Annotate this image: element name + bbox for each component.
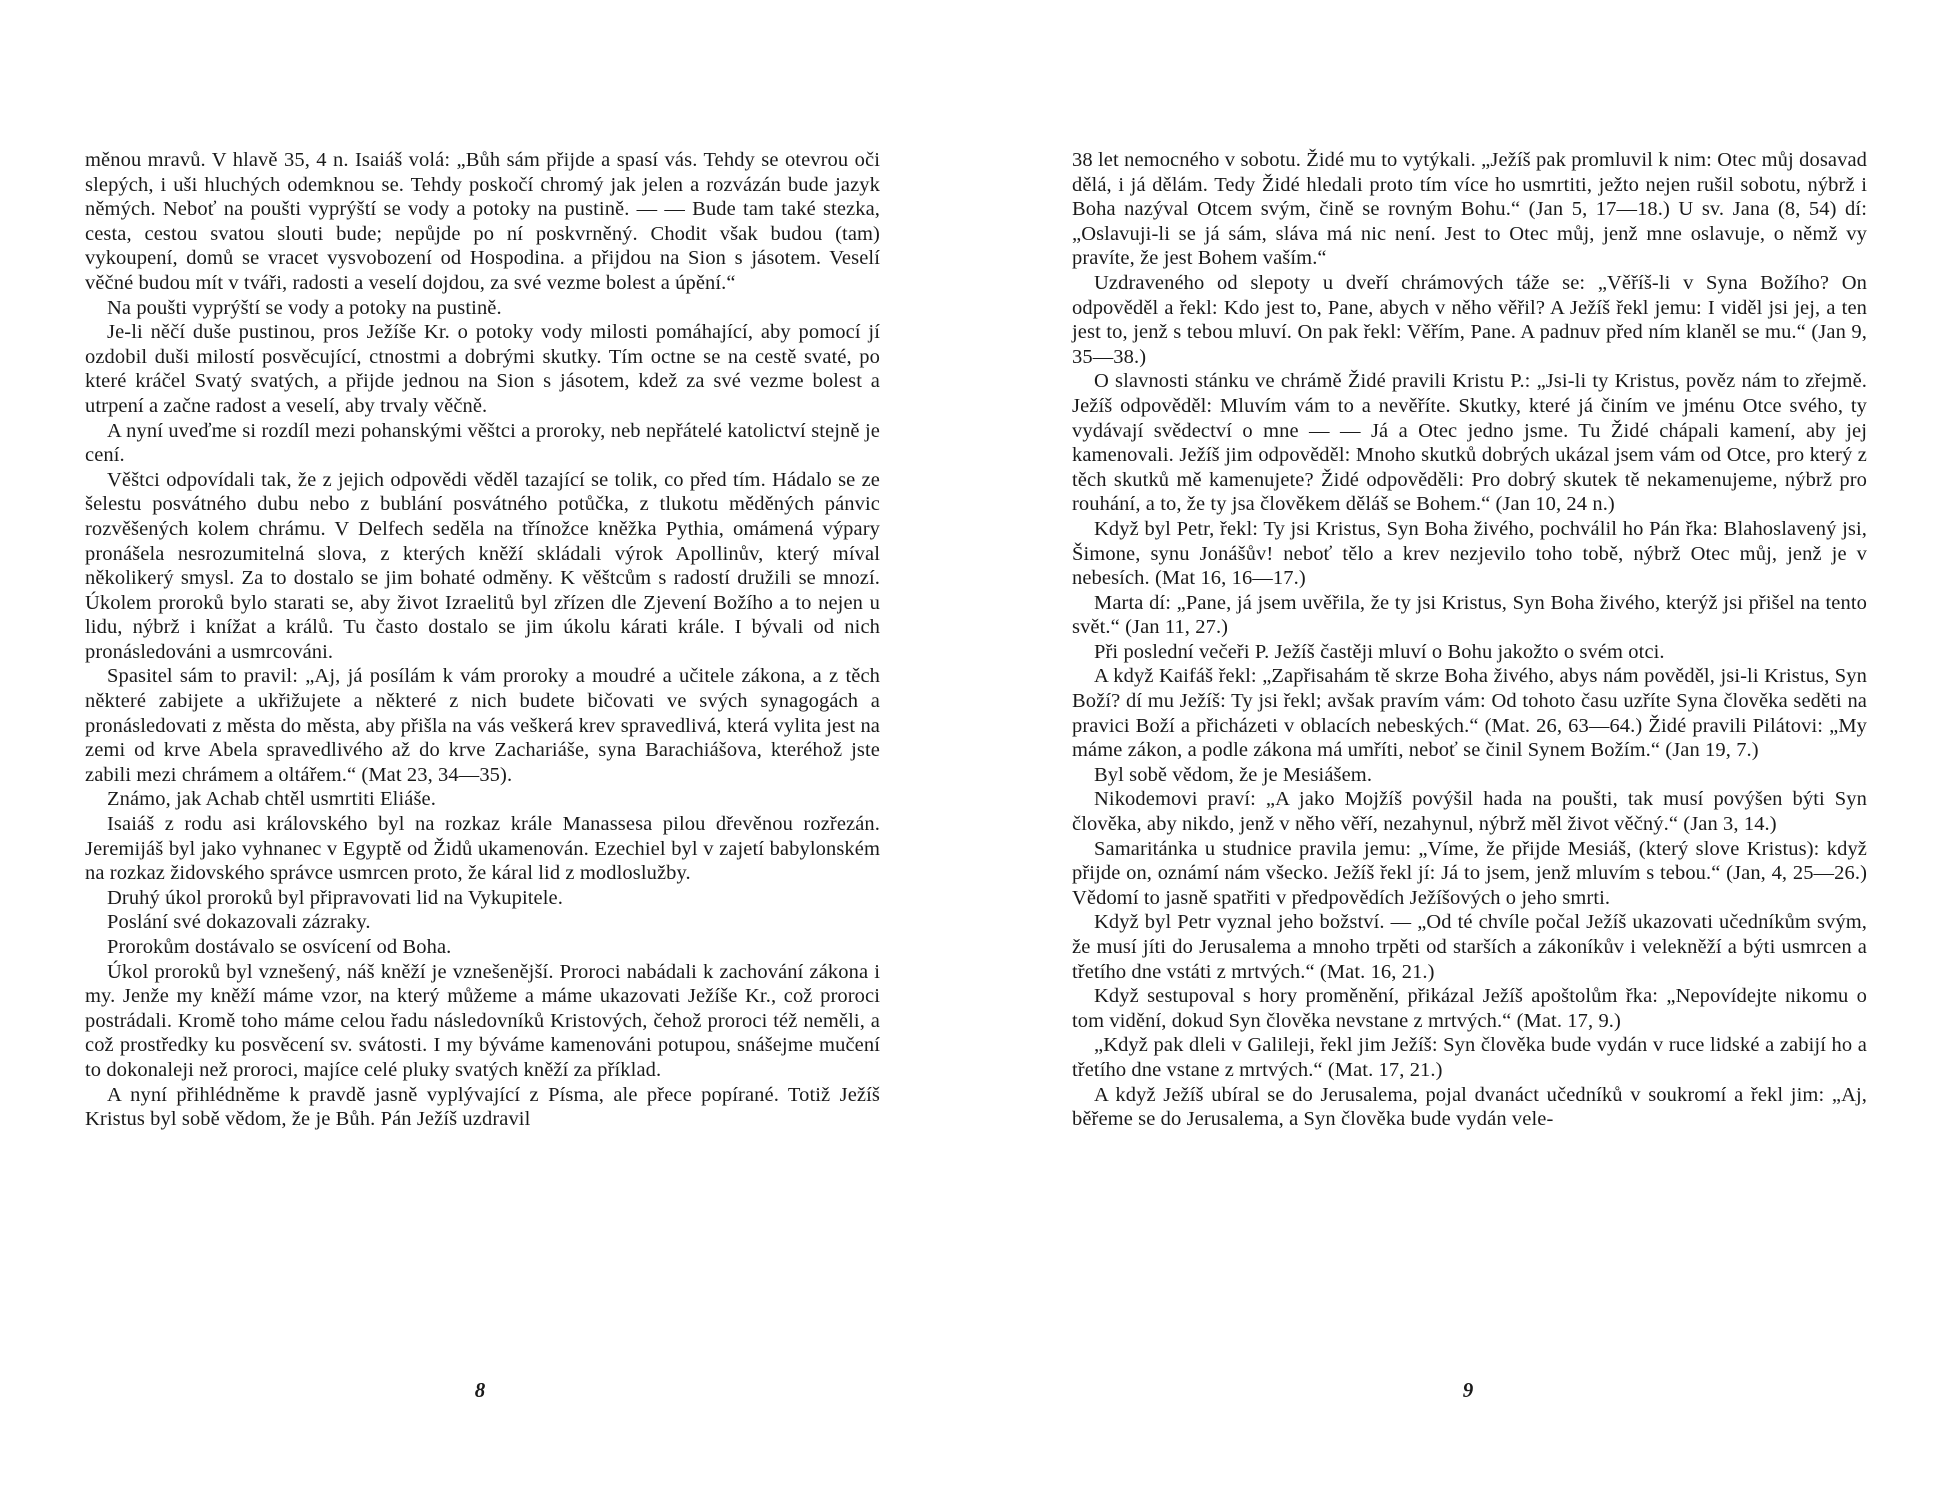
paragraph: Isaiáš z rodu asi královského byl na rozkaz krále Manassesa pilou dřevěnou rozřezán. Jeremijáš byl jako vyhnanec v Egyptě od Židů ukamenován. Ezechiel byl v zajetí babylonském na rozkaz židovského správce usmrcen proto, že káral lid z modloslužby. [85, 813, 880, 885]
paragraph: Byl sobě vědom, že je Mesiášem. [1094, 763, 1373, 786]
paragraph: Nikodemovi praví: „A jako Mojžíš povýšil hada na poušti, tak musí povýšen býti Syn člověka, aby nikdo, jenž v něho věří, nezahynul, nýbrž měl život věčný.“ (Jan 3, 14.) [1072, 788, 1867, 836]
paragraph: 38 let nemocného v sobotu. Židé mu to vytýkali. „Ježíš pak promluvil k nim: Otec můj dosavad dělá, i já dělám. Tedy Židé hledali proto tím více ho usmrtiti, ježto nejen rušil sobotu, nýbrž i Boha nazýval Otcem svým, čině se rovným Bohu.“ (Jan 5, 17—18.) U sv. Jana (8, 54) dí: „Oslavuji-li se já sám, sláva má nic není. Jest to Otec můj, jenž mne oslavuje, o němž vy pravíte, že jest Bohem vaším.“ [1072, 149, 1867, 270]
paragraph: O slavnosti stánku ve chrámě Židé pravili Kristu P.: „Jsi-li ty Kristus, pověz nám to zřejmě. Ježíš odpověděl: Mluvím vám to a nevěříte. Skutky, které já činím ve jménu Otce svého, ty vydávají svědectví o mne — — Já a Otec jedno jsme. Tu Židé chápali kamení, aby jej kamenovali. Ježíš jim odpověděl: Mnoho skutků dobrých ukázal jsem vám od Otce, pro který z těch skutků mě kamenujete? Židé odpověděli: Pro dobrý skutek tě nekamenujeme, nýbrž pro rouhání, a to, že ty jsa člověkem děláš se Bohem.“ (Jan 10, 24 n.) [1072, 370, 1867, 516]
paragraph: Když byl Petr, řekl: Ty jsi Kristus, Syn Boha živého, pochválil ho Pán řka: Blahoslavený jsi, Šimone, synu Jonášův! neboť tělo a krev nezjevilo toho tobě, nýbrž Otec můj, jenž je v nebesích. (Mat 16, 16—17.) [1072, 517, 1867, 590]
paragraph: Věštci odpovídali tak, že z jejich odpovědi věděl tazající se tolik, co před tím. Hádalo se ze šelestu posvátného dubu nebo z bublání posvátného potůčka, z tlukotu měděných pánvic rozvěšených kolem chrámu. V Delfech seděla na třínožce kněžka Pythia, omámená výpary pronášela nesrozumitelná slova, z kterých kněží skládali výrok Apollinův, který míval několikerý smysl. Za to dostalo se jim bohaté odměny. K věštcům s radostí družili se mnozí. Úkolem proroků bylo starati se, aby život Izraelitů byl zřízen dle Zjevení Božího a to nejen u lidu, nýbrž i knížat a králů. Tu často dostalo se jim úkolu kárati krále. I bývali od nich pronásledováni a usmrcováni. [85, 468, 880, 663]
paragraph: Prorokům dostávalo se osvícení od Boha. [107, 936, 452, 958]
paragraph: Úkol proroků byl vznešený, náš kněží je vznešenější. Proroci nabádali k zachování zákona i my. Jenže my kněží máme vzor, na který můžeme a máme ukazovati Ježíše Kr., což proroci postrádali. Kromě toho máme celou řadu následovníků Kristových, čehož proroci též neměli, a což prostředky ku posvěcení sv. svátosti. I my býváme kamenováni potupou, snášejme mučení to dokonaleji než proroci, majíce celé pluky svatých kněží za příklad. [85, 960, 880, 1081]
right-page [1072, 148, 1867, 1132]
paragraph: Druhý úkol proroků byl připravovati lid na Vykupitele. [107, 886, 563, 909]
paragraph: Poslání své dokazovali zázraky. [107, 911, 371, 934]
paragraph: A když Ježíš ubíral se do Jerusalema, pojal dvanáct učedníků v soukromí a řekl jim: „Aj, běřeme se do Jerusalema, a Syn člověka bude vydán vele- [1072, 1083, 1867, 1131]
paragraph: Je-li něčí duše pustinou, pros Ježíše Kr. o potoky vody milosti pomáhající, aby pomocí jí ozdobil duši milostí posvěcující, ctnostmi a dobrými skutky. Tím octne se na cestě svaté, po které kráčel Svatý svatých, a přijde jednou na Sion s jásotem, kdež za své vezme bolest a utrpení a začne radost a veselí, aby trvaly věčně. [85, 321, 880, 417]
paragraph: Když sestupoval s hory proměnění, přikázal Ježíš apoštolům řka: „Nepovídejte nikomu o tom vidění, dokud Syn člověka nevstane z mrtvých.“ (Mat. 17, 9.) [1072, 985, 1867, 1032]
paragraph: Při poslední večeři P. Ježíš častěji mluví o Bohu jakožto o svém otci. [1094, 640, 1665, 663]
paragraph: Spasitel sám to pravil: „Aj, já posílám k vám proroky a moudré a učitele zákona, a z těch některé zabijete a ukřižujete a některé z nich budete bičovati ve svých synagogách a pronásledovati z města do města, aby přišla na vás veškerá krev spravedlivá, která vylita jest na zemi od krve Abela spravedlivého až do krve Zachariáše, syna Barachiášova, kteréhož jste zabili mezi chrámem a oltářem.“ (Mat 23, 34—35). [85, 665, 880, 786]
paragraph: „Když pak dleli v Galileji, řekl jim Ježíš: Syn člověka bude vydán v ruce lidské a zabijí ho a třetího dne vstane z mrtvých.“ (Mat. 17, 21.) [1072, 1034, 1867, 1081]
paragraph: Známo, jak Achab chtěl usmrtiti Eliáše. [107, 788, 436, 811]
paragraph: Marta dí: „Pane, já jsem uvěřila, že ty jsi Kristus, Syn Boha živého, kterýž jsi přišel na tento svět.“ (Jan 11, 27.) [1072, 591, 1867, 639]
left-page [85, 148, 880, 1132]
page-number-right: 9 [1462, 1378, 1474, 1402]
paragraph: A nyní uveďme si rozdíl mezi pohanskými věštci a proroky, neb nepřátelé katolictví stejně je cení. [85, 419, 880, 467]
paragraph: Samaritánka u studnice pravila jemu: „Víme, že přijde Mesiáš, (který slove Kristus): když přijde on, oznámí nám všecko. Ježíš řekl jí: Já to jsem, jenž mluvím s tebou.“ (Jan, 4, 25—26.) Vědomí to jasně spatřiti v předpovědích Ježíšových o jeho smrti. [1072, 837, 1867, 909]
paragraph: měnou mravů. V hlavě 35, 4 n. Isaiáš volá: „Bůh sám přijde a spasí vás. Tehdy se otevrou oči slepých, i uši hluchých odemknou se. Tehdy poskočí chromý jak jelen a rozvázán bude jazyk němých. Neboť na poušti vyprýští se vody a potoky na pustině. — — Bude tam také stezka, cesta, cestou svatou slouti bude; nepůjde po ní poskvrněný. Chodit však budou (tam) vykoupení, domů se vracet vysvobození od Hospodina. a přijdou na Sion s jásotem. Veselí věčné budou mít v tváři, radosti a veselí dojdou, za své vezme bolest a úpění.“ [85, 149, 880, 294]
page-number-left: 8 [474, 1378, 486, 1402]
paragraph: Uzdraveného od slepoty u dveří chrámových táže se: „Věříš-li v Syna Božího? On odpověděl a řekl: Kdo jest to, Pane, abych v něho věřil? A Ježíš řekl jemu: I viděl jsi jej, a ten jest to, jenž s tebou mluví. On pak řekl: Věřím, Pane. A padnuv před ním klaněl se mu.“ (Jan 9, 35—38.) [1072, 271, 1867, 368]
paragraph: Na poušti vyprýští se vody a potoky na pustině. [107, 296, 502, 319]
paragraph: A když Kaifáš řekl: „Zapřisahám tě skrze Boha živého, abys nám pověděl, jsi-li Kristus, Syn Boží? dí mu Ježíš: Ty jsi řekl; avšak pravím vám: Od tohoto času uzříte Syna člověka seděti na pravici Boží a přicházeti v oblacích nebeských.“ (Mat. 26, 63—64.) Židé pravili Pilátovi: „My máme zákon, a podle zákona má umříti, neboť se činil Synem Božím.“ (Jan 19, 7.) [1072, 665, 1867, 762]
paragraph: A nyní přihlédněme k pravdě jasně vyplývající z Písma, ale přece popírané. Totiž Ježíš Kristus byl sobě vědom, že je Bůh. Pán Ježíš uzdravil [85, 1083, 880, 1131]
paragraph: Když byl Petr vyznal jeho božství. — „Od té chvíle počal Ježíš ukazovati učedníkům svým, že musí jíti do Jerusalema a mnoho trpěti od starších a zákoníkův i velekněží a býti usmrcen a třetího dne vstáti z mrtvých.“ (Mat. 16, 21.) [1072, 911, 1867, 983]
